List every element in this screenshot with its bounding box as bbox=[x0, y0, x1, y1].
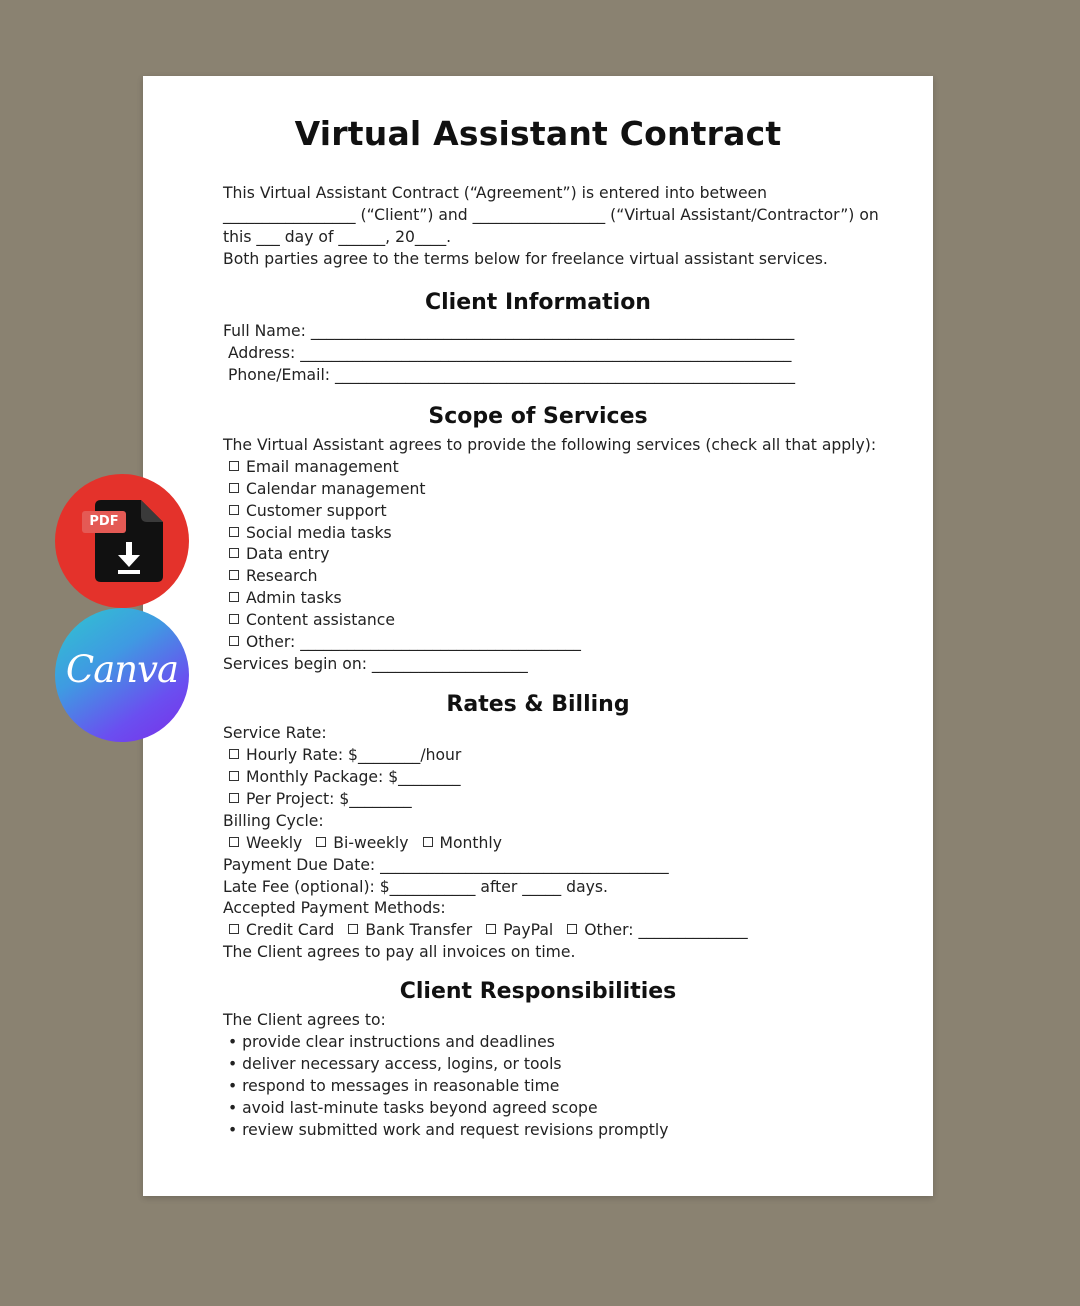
field-address[interactable]: Address: _______________________________________________________________ bbox=[223, 344, 792, 362]
intro-line: Both parties agree to the terms below for freelance virtual assistant services. bbox=[223, 250, 828, 268]
payment-method-bank-transfer[interactable]: Bank Transfer bbox=[365, 921, 473, 939]
service-option-label: Social media tasks bbox=[246, 524, 392, 542]
canva-badge[interactable] bbox=[55, 608, 189, 742]
service-option-other[interactable] bbox=[229, 632, 581, 652]
scope-lead: The Virtual Assistant agrees to provide the following services (check all that apply): bbox=[223, 436, 877, 454]
service-option[interactable] bbox=[229, 610, 395, 630]
checkbox-icon[interactable] bbox=[567, 924, 577, 934]
billing-option-monthly[interactable]: Monthly bbox=[439, 834, 502, 852]
billing-cycle-label: Billing Cycle: bbox=[223, 812, 324, 830]
field-full-name[interactable]: Full Name: ______________________________________________________________ bbox=[223, 322, 795, 340]
canva-logo: Canva bbox=[65, 648, 179, 691]
checkbox-icon[interactable] bbox=[229, 461, 239, 471]
checkbox-icon[interactable] bbox=[486, 924, 496, 934]
service-rate-label: Service Rate: bbox=[223, 724, 327, 742]
service-option-label: Email management bbox=[246, 458, 399, 476]
billing-option-weekly[interactable]: Weekly bbox=[246, 834, 303, 852]
checkbox-icon[interactable] bbox=[316, 837, 326, 847]
intro-line: this ___ day of ______, 20____. bbox=[223, 228, 452, 246]
service-option[interactable] bbox=[229, 588, 342, 608]
billing-cycle-options bbox=[229, 833, 502, 853]
document-title: Virtual Assistant Contract bbox=[294, 114, 782, 153]
checkbox-icon[interactable] bbox=[229, 527, 239, 537]
checkbox-icon[interactable] bbox=[229, 505, 239, 515]
rate-option[interactable] bbox=[229, 767, 461, 787]
rate-option[interactable] bbox=[229, 789, 412, 809]
responsibility-item: • avoid last-minute tasks beyond agreed scope bbox=[223, 1099, 598, 1117]
responsibility-item: • review submitted work and request revisions promptly bbox=[223, 1121, 669, 1139]
rate-option-label: Hourly Rate: $________/hour bbox=[246, 746, 462, 764]
payment-method-credit-card[interactable]: Credit Card bbox=[246, 921, 335, 939]
field-phone-email[interactable]: Phone/Email: ___________________________________________________________ bbox=[223, 366, 796, 384]
late-fee-field[interactable]: Late Fee (optional): $___________ after _____ days. bbox=[223, 878, 608, 896]
billing-option-biweekly[interactable]: Bi-weekly bbox=[333, 834, 409, 852]
section-heading-scope: Scope of Services bbox=[428, 404, 648, 429]
service-option[interactable] bbox=[229, 523, 392, 543]
service-option[interactable] bbox=[229, 566, 318, 586]
checkbox-icon[interactable] bbox=[229, 614, 239, 624]
responsibility-item: • deliver necessary access, logins, or tools bbox=[223, 1055, 562, 1073]
checkbox-icon[interactable] bbox=[229, 592, 239, 602]
service-option[interactable] bbox=[229, 479, 426, 499]
service-option-label: Data entry bbox=[246, 545, 330, 563]
section-heading-client-information: Client Information bbox=[425, 290, 651, 315]
service-option[interactable] bbox=[229, 457, 399, 477]
responsibility-item: • respond to messages in reasonable time bbox=[223, 1077, 560, 1095]
service-option-label: Research bbox=[246, 567, 318, 585]
section-heading-rates: Rates & Billing bbox=[446, 692, 630, 717]
pdf-label: PDF bbox=[82, 511, 126, 533]
service-option-label: Customer support bbox=[246, 502, 387, 520]
service-option[interactable] bbox=[229, 544, 329, 564]
intro-line: _________________ (“Client”) and _________________ (“Virtual Assistant/Contractor”) on bbox=[223, 206, 879, 224]
rate-option-label: Per Project: $________ bbox=[246, 790, 412, 808]
payment-method-paypal[interactable]: PayPal bbox=[503, 921, 554, 939]
intro-line: This Virtual Assistant Contract (“Agreement”) is entered into between bbox=[223, 184, 768, 202]
service-option[interactable] bbox=[229, 501, 387, 521]
payment-method-other[interactable]: Other: ______________ bbox=[584, 921, 748, 939]
service-option-label: Admin tasks bbox=[246, 589, 342, 607]
service-option-label: Content assistance bbox=[246, 611, 395, 629]
checkbox-icon[interactable] bbox=[229, 483, 239, 493]
payment-due-date-field[interactable]: Payment Due Date: _____________________________________ bbox=[223, 856, 669, 874]
pdf-badge[interactable] bbox=[55, 474, 189, 608]
checkbox-icon[interactable] bbox=[229, 771, 239, 781]
checkbox-icon[interactable] bbox=[229, 793, 239, 803]
rate-option-label: Monthly Package: $________ bbox=[246, 768, 461, 786]
checkbox-icon[interactable] bbox=[229, 548, 239, 558]
payment-methods-label: Accepted Payment Methods: bbox=[223, 899, 446, 917]
checkbox-icon[interactable] bbox=[348, 924, 358, 934]
rate-option[interactable] bbox=[229, 745, 461, 765]
payment-method-options bbox=[229, 920, 748, 940]
checkbox-icon[interactable] bbox=[229, 636, 239, 646]
service-option-label: Calendar management bbox=[246, 480, 426, 498]
checkbox-icon[interactable] bbox=[229, 570, 239, 580]
responsibility-item: • provide clear instructions and deadlines bbox=[223, 1033, 555, 1051]
checkbox-icon[interactable] bbox=[229, 924, 239, 934]
responsibilities-lead: The Client agrees to: bbox=[223, 1011, 386, 1029]
section-heading-client-responsibilities: Client Responsibilities bbox=[399, 979, 677, 1004]
payment-agreement: The Client agrees to pay all invoices on time. bbox=[223, 943, 576, 961]
services-begin-field[interactable]: Services begin on: ____________________ bbox=[223, 655, 528, 673]
checkbox-icon[interactable] bbox=[229, 749, 239, 759]
checkbox-icon[interactable] bbox=[423, 837, 433, 847]
checkbox-icon[interactable] bbox=[229, 837, 239, 847]
service-option-label: Other: ____________________________________ bbox=[246, 633, 581, 651]
contract-page bbox=[143, 76, 933, 1196]
